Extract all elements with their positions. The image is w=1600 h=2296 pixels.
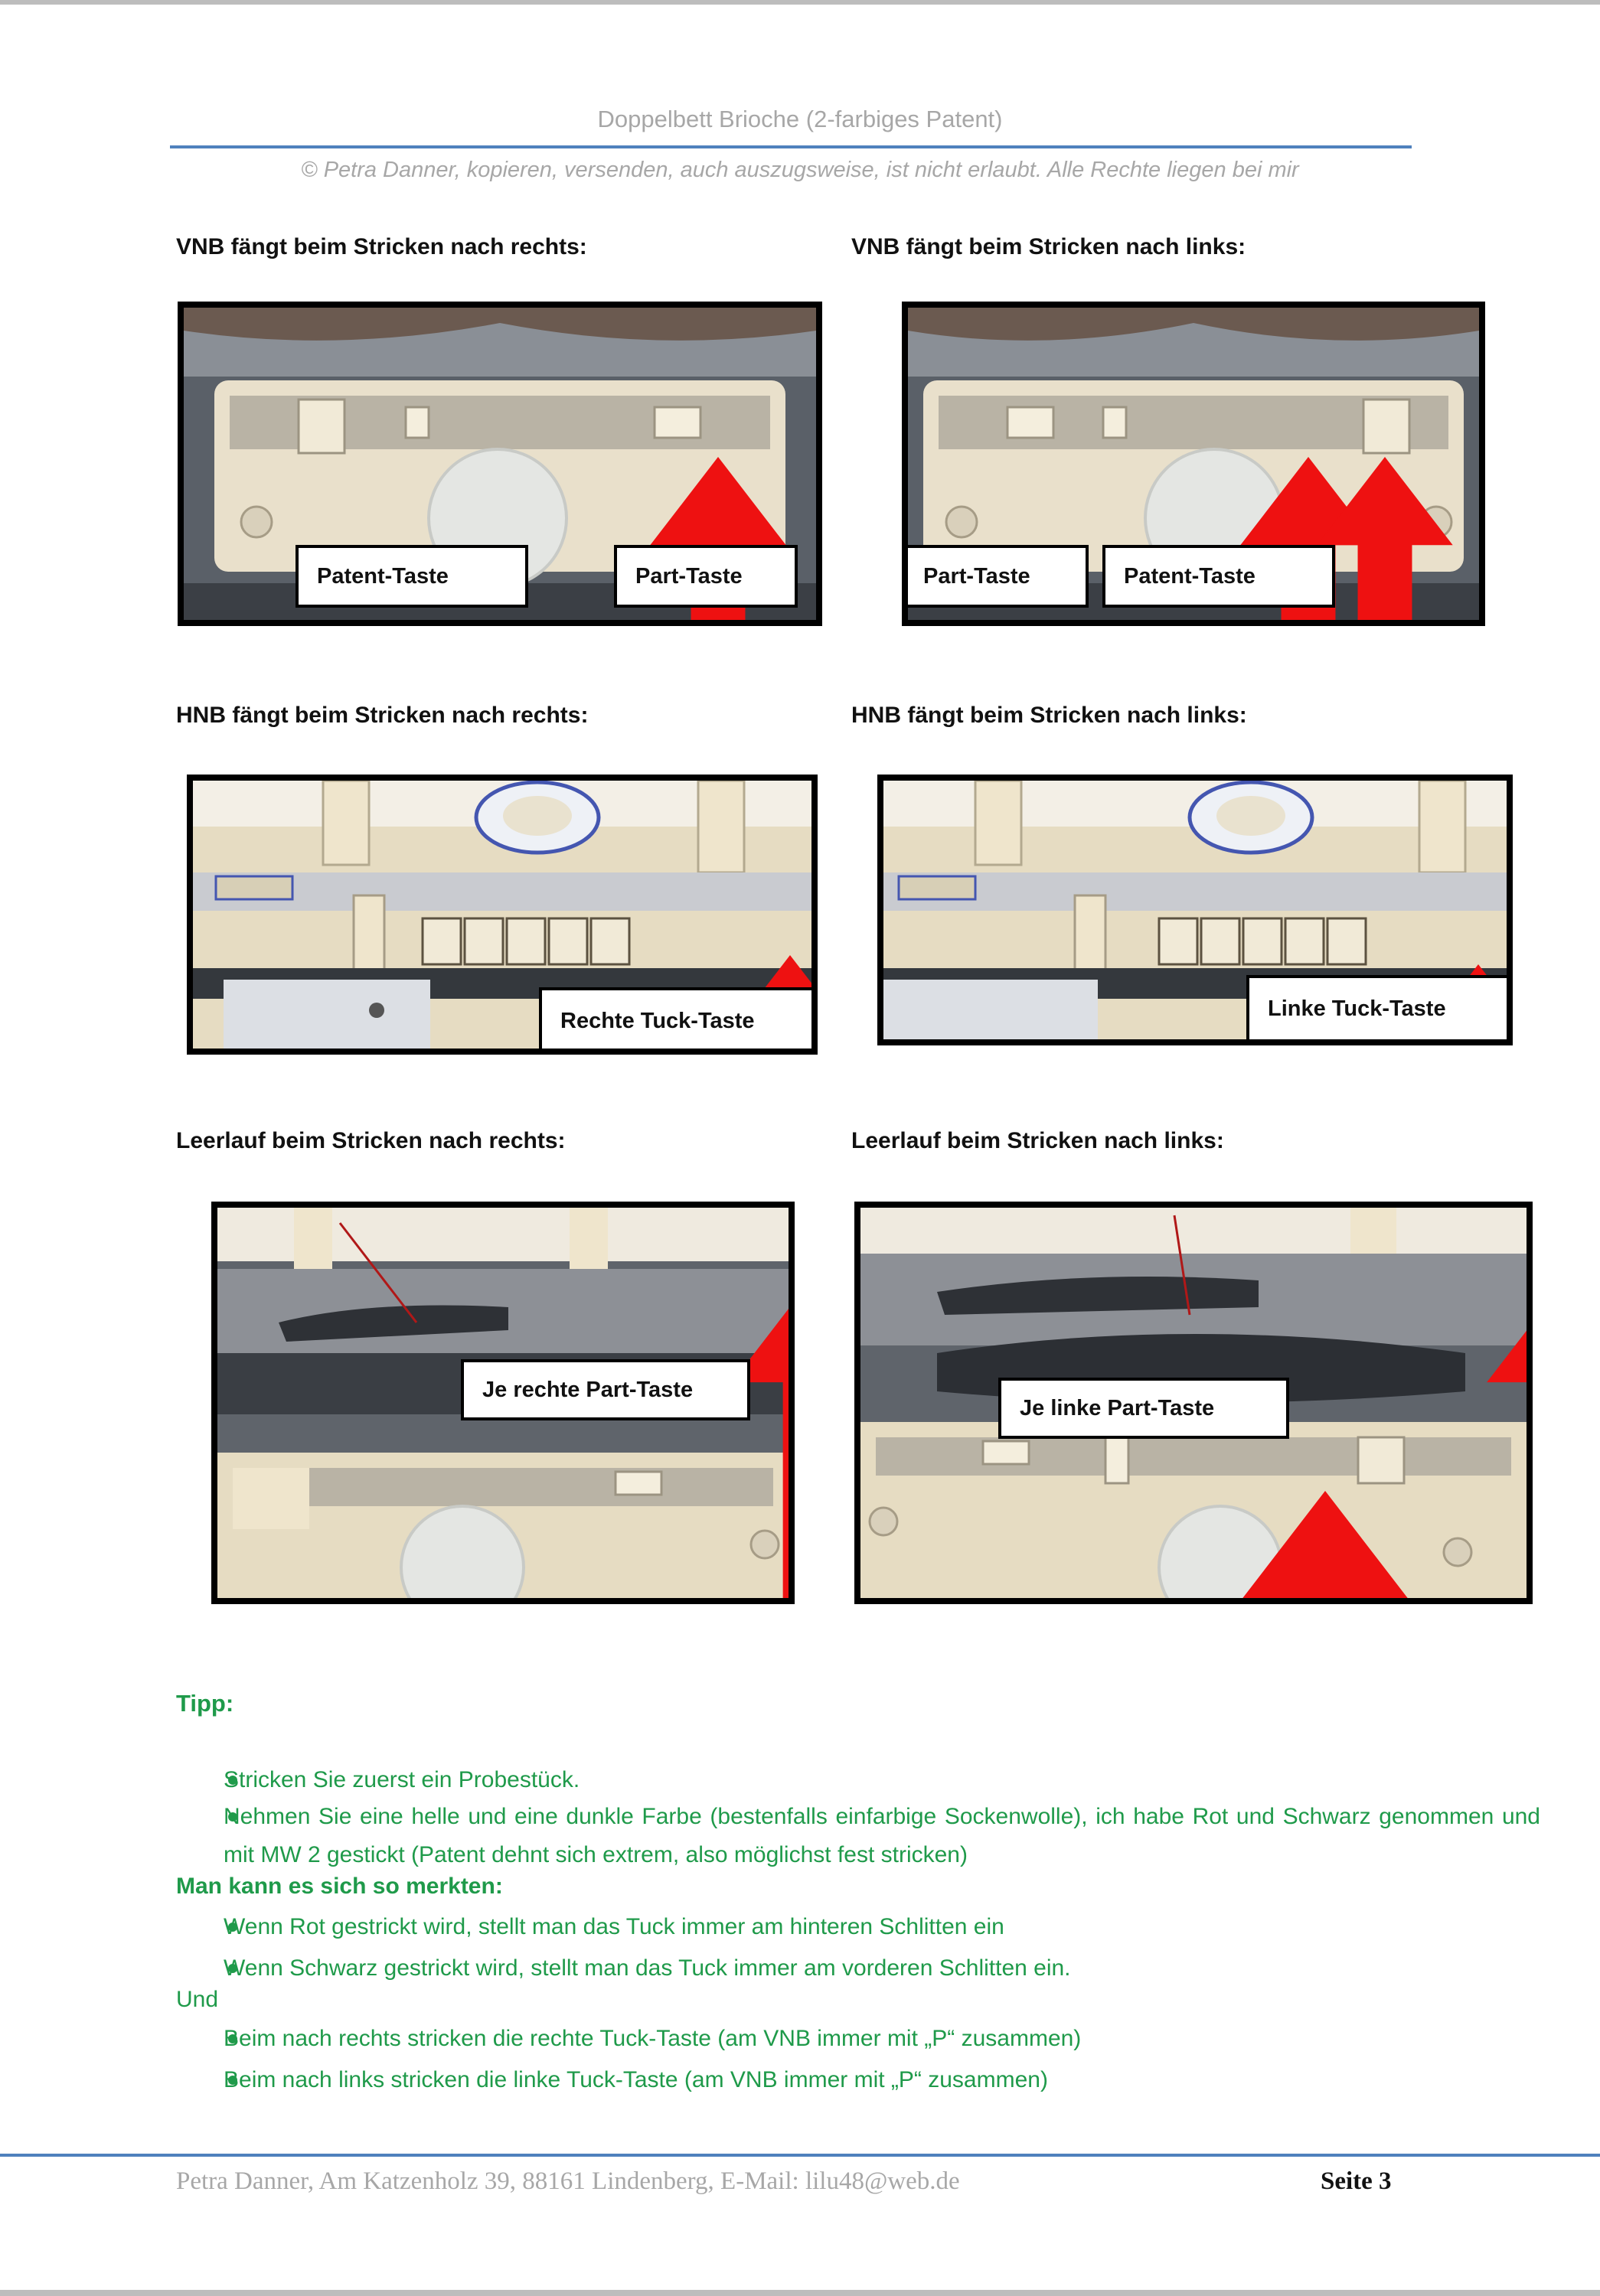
- label-je-linke-part-taste: Je linke Part-Taste: [998, 1378, 1289, 1439]
- label-part-taste: Part-Taste: [614, 545, 798, 608]
- page-bottom-edge: [0, 2290, 1600, 2296]
- tip-bullet: Nehmen Sie eine helle und eine dunkle Farbe (bestenfalls einfarbige Sockenwolle), ich habe Rot und Schwarz genommen und mit MW 2 gestickt (Patent dehnt sich extrem, also möglichst fest stricken): [224, 1804, 1540, 1867]
- photo-vnb-left: [902, 302, 1485, 626]
- tip-bullet: Wenn Rot gestrickt wird, stellt man das Tuck immer am hinteren Schlitten ein: [224, 1914, 1004, 1939]
- label-linke-tuck-taste: Linke Tuck-Taste: [1246, 975, 1513, 1042]
- label-part-taste: Part-Taste: [902, 545, 1089, 608]
- footer-divider: [0, 2154, 1600, 2157]
- photo-idle-right: [211, 1202, 795, 1604]
- label-je-rechte-part-taste: Je rechte Part-Taste: [461, 1359, 750, 1420]
- red-arrow-icon: [631, 1499, 795, 1604]
- tip-bullet: Beim nach rechts stricken die rechte Tuck-Taste (am VNB immer mit „P“ zusammen): [224, 2026, 1082, 2051]
- page-top-edge: [0, 0, 1600, 5]
- tip-bullet: Beim nach links stricken die linke Tuck-Taste (am VNB immer mit „P“ zusammen): [224, 2067, 1048, 2092]
- tip-bullet: Wenn Schwarz gestrickt wird, stellt man das Tuck immer am vorderen Schlitten ein.: [224, 1955, 1071, 1981]
- tip-subheading: Man kann es sich so merkten:: [176, 1874, 503, 1899]
- label-rechte-tuck-taste: Rechte Tuck-Taste: [539, 987, 818, 1055]
- header-divider: [170, 145, 1412, 148]
- tip-bullet: Stricken Sie zuerst ein Probestück.: [224, 1767, 580, 1792]
- caption-vnb-right: VNB fängt beim Stricken nach rechts:: [176, 234, 587, 259]
- label-patent-taste: Patent-Taste: [1102, 545, 1335, 608]
- caption-idle-right: Leerlauf beim Stricken nach rechts:: [176, 1128, 566, 1153]
- tip-title: Tipp:: [176, 1690, 234, 1717]
- page-number: Seite 3: [1321, 2167, 1392, 2195]
- footer-address: Petra Danner, Am Katzenholz 39, 88161 Lindenberg, E-Mail: lilu48@web.de: [176, 2167, 960, 2195]
- caption-hnb-left: HNB fängt beim Stricken nach links:: [851, 703, 1247, 728]
- label-patent-taste: Patent-Taste: [296, 545, 528, 608]
- caption-vnb-left: VNB fängt beim Stricken nach links:: [851, 234, 1246, 259]
- caption-idle-left: Leerlauf beim Stricken nach links:: [851, 1128, 1224, 1153]
- caption-hnb-right: HNB fängt beim Stricken nach rechts:: [176, 703, 589, 728]
- red-arrow-icon: [992, 1491, 1533, 1604]
- photo-hnb-right: [187, 775, 818, 1055]
- photo-hnb-left: [877, 775, 1513, 1045]
- tip-und: Und: [176, 1987, 219, 2012]
- photo-idle-left: [854, 1202, 1533, 1604]
- copyright-notice: © Petra Danner, kopieren, versenden, auch auszugsweise, ist nicht erlaubt. Alle Rechte liegen bei mir: [301, 158, 1299, 182]
- photo-vnb-right: [178, 302, 822, 626]
- page-header-title: Doppelbett Brioche (2-farbiges Patent): [597, 106, 1003, 132]
